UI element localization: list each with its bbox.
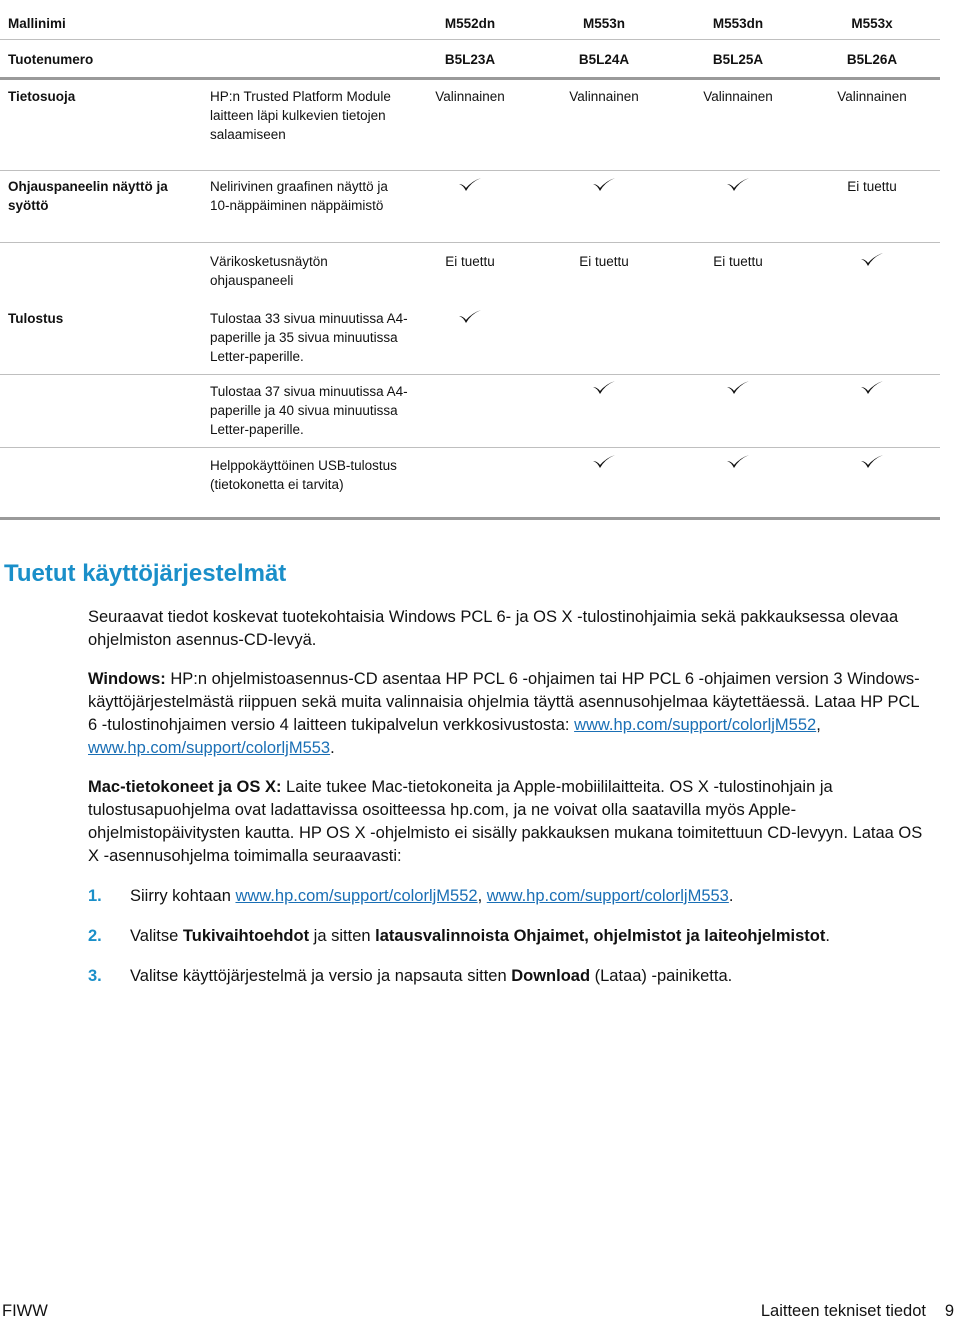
checkmark-icon <box>726 177 750 193</box>
model-name: M553x <box>851 16 893 31</box>
row-category: Tietosuoja <box>8 89 76 104</box>
row-feature: HP:n Trusted Platform Module laitteen läpi kulkevien tietojen salaamiseen <box>210 89 391 142</box>
cell-value: Ei tuettu <box>579 254 629 269</box>
link-colorlj-m552[interactable]: www.hp.com/support/colorljM552 <box>574 716 817 734</box>
step-number: 1. <box>88 887 102 905</box>
cell-value <box>673 177 803 198</box>
table-row <box>0 243 940 306</box>
table-row <box>0 306 940 375</box>
checkmark-icon <box>860 380 884 396</box>
footer-left: FIWW <box>2 1302 48 1320</box>
part-number: B5L24A <box>578 52 630 67</box>
row-feature: Nelirivinen graafinen näyttö ja 10-näppäiminen näppäimistö <box>210 179 388 213</box>
cell-value <box>807 380 937 401</box>
link-colorlj-m553[interactable]: www.hp.com/support/colorljM553 <box>486 887 729 905</box>
cell-value <box>807 454 937 475</box>
spec-table <box>0 0 940 520</box>
mac-text: Laite tukee Mac-tietokoneita ja Apple-mobiililaitteita. OS X -tulostinohjain ja tulostusapuohjelma ovat ladattavissa osoitteessa hp.com, ja ne voivat olla saatavilla myös Apple-ohjelmistopäivitysten kautta. HP OS X -ohjelmisto ei sisälly pakkauksen mukana toimitettuun CD-levyyn. Lataa OS X -asennusohjelma toimimalla seuraavasti: <box>88 778 923 865</box>
table-row <box>0 171 940 243</box>
table-header-parts <box>0 40 940 80</box>
checkmark-icon <box>458 309 482 325</box>
cell-value: Ei tuettu <box>847 179 897 194</box>
cell-value: Valinnainen <box>569 89 639 104</box>
cell-value: Valinnainen <box>703 89 773 104</box>
cell-value: Valinnainen <box>837 89 907 104</box>
row-feature: Tulostaa 33 sivua minuutissa A4-paperille ja 35 sivua minuutissa Letter-paperille. <box>210 311 408 364</box>
cell-value <box>539 454 669 475</box>
table-row <box>0 375 940 448</box>
header-model-label: Mallinimi <box>8 16 66 31</box>
section-heading: Tuetut käyttöjärjestelmät <box>4 560 287 587</box>
checkmark-icon <box>592 454 616 470</box>
cell-value: Valinnainen <box>435 89 505 104</box>
part-number: B5L23A <box>444 52 496 67</box>
step-text: Siirry kohtaan www.hp.com/support/colorljM552, www.hp.com/support/colorljM553. <box>130 887 734 905</box>
cell-value <box>539 177 669 198</box>
step-text: Valitse käyttöjärjestelmä ja versio ja napsauta sitten Download (Lataa) -painiketta. <box>130 967 733 985</box>
model-name: M552dn <box>444 16 496 31</box>
step-bold: Tukivaihtoehdot <box>182 927 310 945</box>
page-number: 9 <box>944 1302 954 1320</box>
header-part-label: Tuotenumero <box>8 52 94 67</box>
step-number: 3. <box>88 967 102 985</box>
intro-paragraph: Seuraavat tiedot koskevat tuotekohtaisia Windows PCL 6- ja OS X -tulostinohjaimia sekä pakkauksessa olevaa ohjelmiston asennus-CD-levyä. <box>88 608 899 649</box>
table-row <box>0 448 940 520</box>
row-feature: Helppokäyttöinen USB-tulostus (tietokonetta ei tarvita) <box>210 458 397 492</box>
cell-value <box>405 309 535 330</box>
mac-paragraph <box>88 776 928 868</box>
table-header-models <box>0 0 940 40</box>
part-number: B5L25A <box>712 52 764 67</box>
link-colorlj-m553[interactable]: www.hp.com/support/colorljM553 <box>88 739 331 757</box>
part-number: B5L26A <box>846 52 898 67</box>
step-number: 2. <box>88 927 102 945</box>
cell-value <box>405 177 535 198</box>
row-feature: Tulostaa 37 sivua minuutissa A4-paperille ja 40 sivua minuutissa Letter-paperille. <box>210 384 408 437</box>
cell-value <box>673 380 803 401</box>
model-name: M553dn <box>712 16 764 31</box>
cell-value: Ei tuettu <box>445 254 495 269</box>
checkmark-icon <box>592 380 616 396</box>
checkmark-icon <box>592 177 616 193</box>
model-name: M553n <box>582 16 626 31</box>
step-bold: Download <box>511 967 591 985</box>
checkmark-icon <box>860 454 884 470</box>
footer-title: Laitteen tekniset tiedot <box>760 1302 926 1320</box>
windows-text: HP:n ohjelmistoasennus-CD asentaa HP PCL 6 -ohjaimen tai HP PCL 6 -ohjaimen version 3 Windows-käyttöjärjestelmästä riippuen sekä muita valinnaisia ohjelmia täyttä asennusohjelmaa käytettäessä. Lataa HP PCL 6 -tulostinohjaimen versio 4 laitteen tukipalvelun verkkosivustosta: <box>88 670 920 734</box>
cell-value <box>673 454 803 475</box>
windows-paragraph: Windows: HP:n ohjelmistoasennus-CD asentaa HP PCL 6 -ohjaimen tai HP PCL 6 -ohjaimen version 3 Windows-käyttöjärjestelmästä riippuen sekä muita valinnaisia ohjelmia täyttä asennusohjelmaa käytettäessä. Lataa HP PCL 6 -tulostinohjaimen versio 4 laitteen tukipalvelun verkkosivustosta: www.hp.com/support/colorljM552, www.hp.com/support/colorljM553. <box>88 670 920 757</box>
step-text: Valitse Tukivaihtoehdot ja sitten latausvalinnoista Ohjaimet, ohjelmistot ja laiteohjelmistot. <box>130 927 830 945</box>
step-bold: latausvalinnoista Ohjaimet, ohjelmistot ja laiteohjelmistot <box>375 927 826 945</box>
row-feature: Värikosketusnäytön ohjauspaneeli <box>210 254 328 288</box>
cell-value <box>539 380 669 401</box>
link-colorlj-m552[interactable]: www.hp.com/support/colorljM552 <box>235 887 478 905</box>
row-category: Ohjauspaneelin näyttö ja syöttö <box>8 179 168 213</box>
checkmark-icon <box>860 252 884 268</box>
row-category: Tulostus <box>8 311 64 326</box>
cell-value <box>807 252 937 273</box>
table-row <box>0 80 940 171</box>
checkmark-icon <box>726 380 750 396</box>
checkmark-icon <box>726 454 750 470</box>
checkmark-icon <box>458 177 482 193</box>
windows-label: Windows: <box>88 670 166 688</box>
cell-value: Ei tuettu <box>713 254 763 269</box>
mac-label: Mac-tietokoneet ja OS X: <box>88 778 282 796</box>
